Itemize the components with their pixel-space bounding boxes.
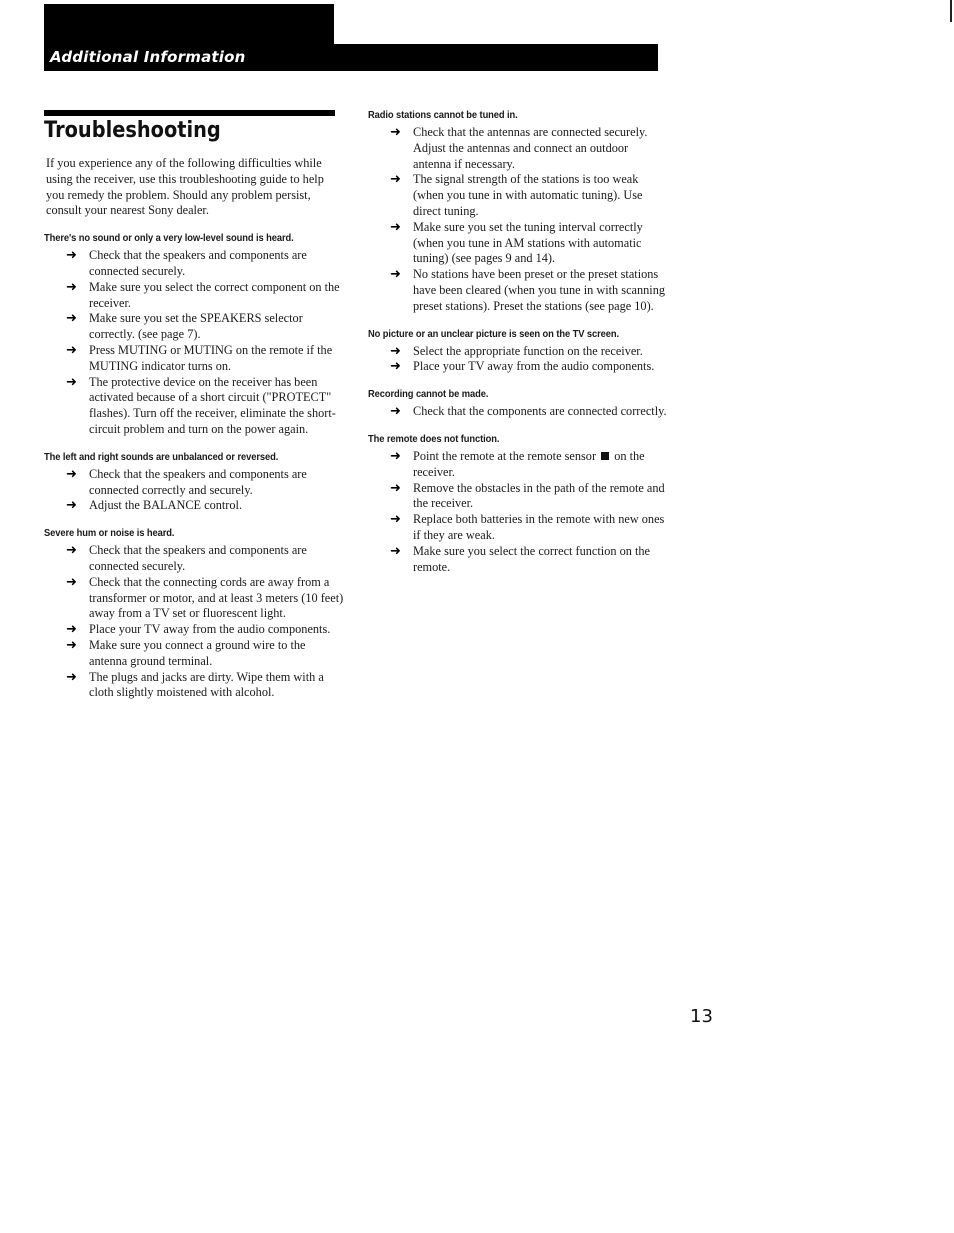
list-item xyxy=(368,404,668,420)
arrow-right-icon: ➜ xyxy=(390,512,401,528)
section-heading: Severe hum or noise is heard. xyxy=(44,528,175,540)
arrow-right-icon: ➜ xyxy=(66,498,77,514)
list-item xyxy=(44,670,344,702)
remedy-text: Remove the obstacles in the path of the remote and the receiver. xyxy=(413,480,665,511)
list-item xyxy=(368,125,668,172)
remedy-text: Check that the connecting cords are away from a transformer or motor, and at least 3 meters (10 feet) away from a TV set or fluorescent light. xyxy=(89,574,344,621)
remedy-text: Check that the speakers and components are connected securely. xyxy=(89,543,307,573)
troubleshooting-section xyxy=(368,108,668,315)
list-item xyxy=(44,622,344,638)
troubleshooting-section xyxy=(368,387,668,420)
remote-sensor-icon xyxy=(601,452,609,460)
list-item xyxy=(44,375,344,438)
arrow-right-icon: ➜ xyxy=(390,125,401,140)
section-heading: The left and right sounds are unbalanced or reversed. xyxy=(44,451,279,463)
arrow-right-icon: ➜ xyxy=(390,359,401,375)
page-number: 13 xyxy=(690,1006,713,1027)
arrow-right-icon: ➜ xyxy=(66,279,77,295)
remedy-text: The plugs and jacks are dirty. Wipe them with a cloth slightly moistened with alcohol. xyxy=(89,669,324,700)
arrow-right-icon: ➜ xyxy=(66,374,77,390)
remedy-text: The protective device on the receiver has been activated because of a short circuit ("PROTECT" flashes). Turn off the receiver, eliminate the short-circuit problem and turn on the power again. xyxy=(89,374,336,436)
troubleshooting-section xyxy=(44,526,344,701)
list-item xyxy=(44,467,344,499)
intro-paragraph: If you experience any of the following difficulties while using the receiver, use this troubleshooting guide to help you remedy the problem. Should any problem persist, consult your nearest Sony dealer. xyxy=(46,156,324,218)
list-item xyxy=(368,544,668,576)
arrow-right-icon: ➜ xyxy=(66,311,77,327)
arrow-right-icon: ➜ xyxy=(390,172,401,188)
arrow-right-icon: ➜ xyxy=(66,342,77,358)
arrow-right-icon: ➜ xyxy=(390,404,401,420)
margin-mark xyxy=(950,0,952,22)
remedy-text: Check that the speakers and components are connected securely. xyxy=(89,248,307,278)
section-heading: Radio stations cannot be tuned in. xyxy=(368,110,518,121)
remedy-text: Place your TV away from the audio components. xyxy=(89,622,331,637)
troubleshooting-section xyxy=(44,450,344,514)
arrow-right-icon: ➜ xyxy=(66,248,77,264)
list-item xyxy=(44,280,344,312)
arrow-right-icon: ➜ xyxy=(66,669,77,685)
list-item xyxy=(368,172,668,219)
list-item xyxy=(368,344,668,360)
arrow-right-icon: ➜ xyxy=(390,343,401,359)
remedy-list xyxy=(44,467,344,514)
list-item xyxy=(368,481,668,513)
remedy-text: Check that the speakers and components are connected correctly and securely. xyxy=(89,466,307,497)
remedy-list xyxy=(368,125,668,315)
list-item xyxy=(44,311,344,343)
remedy-text-suffix: on the receiver. xyxy=(413,448,645,479)
arrow-right-icon: ➜ xyxy=(390,219,401,235)
arrow-right-icon: ➜ xyxy=(66,466,77,482)
remedy-text: Make sure you connect a ground wire to the antenna ground terminal. xyxy=(89,637,306,668)
section-heading: The remote does not function. xyxy=(368,433,500,445)
remedy-text: Point the remote at the remote sensor xyxy=(413,448,597,463)
remedy-text: Check that the components are connected correctly. xyxy=(413,404,667,419)
list-item xyxy=(368,449,668,481)
remedy-text: Make sure you select the correct function on the remote. xyxy=(413,543,650,574)
remedy-text: Press MUTING or MUTING on the remote if the MUTING indicator turns on. xyxy=(89,342,333,373)
remedy-text: Make sure you set the tuning interval correctly (when you tune in AM stations with automatic tuning) (see pages 9 and 14). xyxy=(413,219,643,266)
remedy-list xyxy=(368,449,668,575)
list-item xyxy=(44,543,344,575)
remedy-list xyxy=(44,543,344,701)
list-item xyxy=(44,638,344,670)
arrow-right-icon: ➜ xyxy=(390,448,401,464)
list-item xyxy=(368,267,668,314)
remedy-text: Make sure you set the SPEAKERS selector correctly. (see page 7). xyxy=(89,311,303,342)
arrow-right-icon: ➜ xyxy=(66,622,77,638)
remedy-list xyxy=(44,248,344,438)
remedy-text: No stations have been preset or the preset stations have been cleared (when you tune in with scanning preset stations). Preset the stations (see page 10). xyxy=(413,267,665,313)
section-heading: No picture or an unclear picture is seen on the TV screen. xyxy=(368,328,619,340)
arrow-right-icon: ➜ xyxy=(390,267,401,283)
section-title: Additional Information xyxy=(50,48,246,66)
remedy-list xyxy=(368,344,668,376)
remedy-text: Place your TV away from the audio components. xyxy=(413,359,655,374)
troubleshooting-section xyxy=(368,327,668,376)
section-heading: There's no sound or only a very low-level sound is heard. xyxy=(44,233,294,245)
arrow-right-icon: ➜ xyxy=(66,574,77,590)
section-heading: Recording cannot be made. xyxy=(368,389,489,401)
list-item xyxy=(44,343,344,375)
right-sections xyxy=(368,108,668,575)
remedy-text: Select the appropriate function on the receiver. xyxy=(413,343,643,358)
remedy-text: Make sure you select the correct component on the receiver. xyxy=(89,279,340,310)
list-item xyxy=(368,512,668,544)
remedy-text: The signal strength of the stations is too weak (when you tune in with automatic tuning). Use direct tuning. xyxy=(413,172,643,218)
page-title: Troubleshooting xyxy=(44,118,221,143)
list-item xyxy=(368,220,668,267)
left-sections xyxy=(44,231,344,701)
remedy-list xyxy=(368,404,668,420)
remedy-text: Replace both batteries in the remote with new ones if they are weak. xyxy=(413,512,665,542)
list-item xyxy=(368,359,668,375)
list-item xyxy=(44,498,344,514)
arrow-right-icon: ➜ xyxy=(390,480,401,496)
left-column xyxy=(44,156,344,713)
list-item xyxy=(44,575,344,622)
right-column xyxy=(368,108,668,587)
remedy-text: Adjust the BALANCE control. xyxy=(89,498,243,513)
list-item xyxy=(44,248,344,280)
troubleshooting-section xyxy=(368,432,668,575)
remedy-text: Check that the antennas are connected securely. Adjust the antennas and connect an outdoor antenna if necessary. xyxy=(413,125,648,171)
arrow-right-icon: ➜ xyxy=(66,543,77,559)
troubleshooting-section xyxy=(44,231,344,438)
arrow-right-icon: ➜ xyxy=(390,543,401,559)
arrow-right-icon: ➜ xyxy=(66,637,77,653)
